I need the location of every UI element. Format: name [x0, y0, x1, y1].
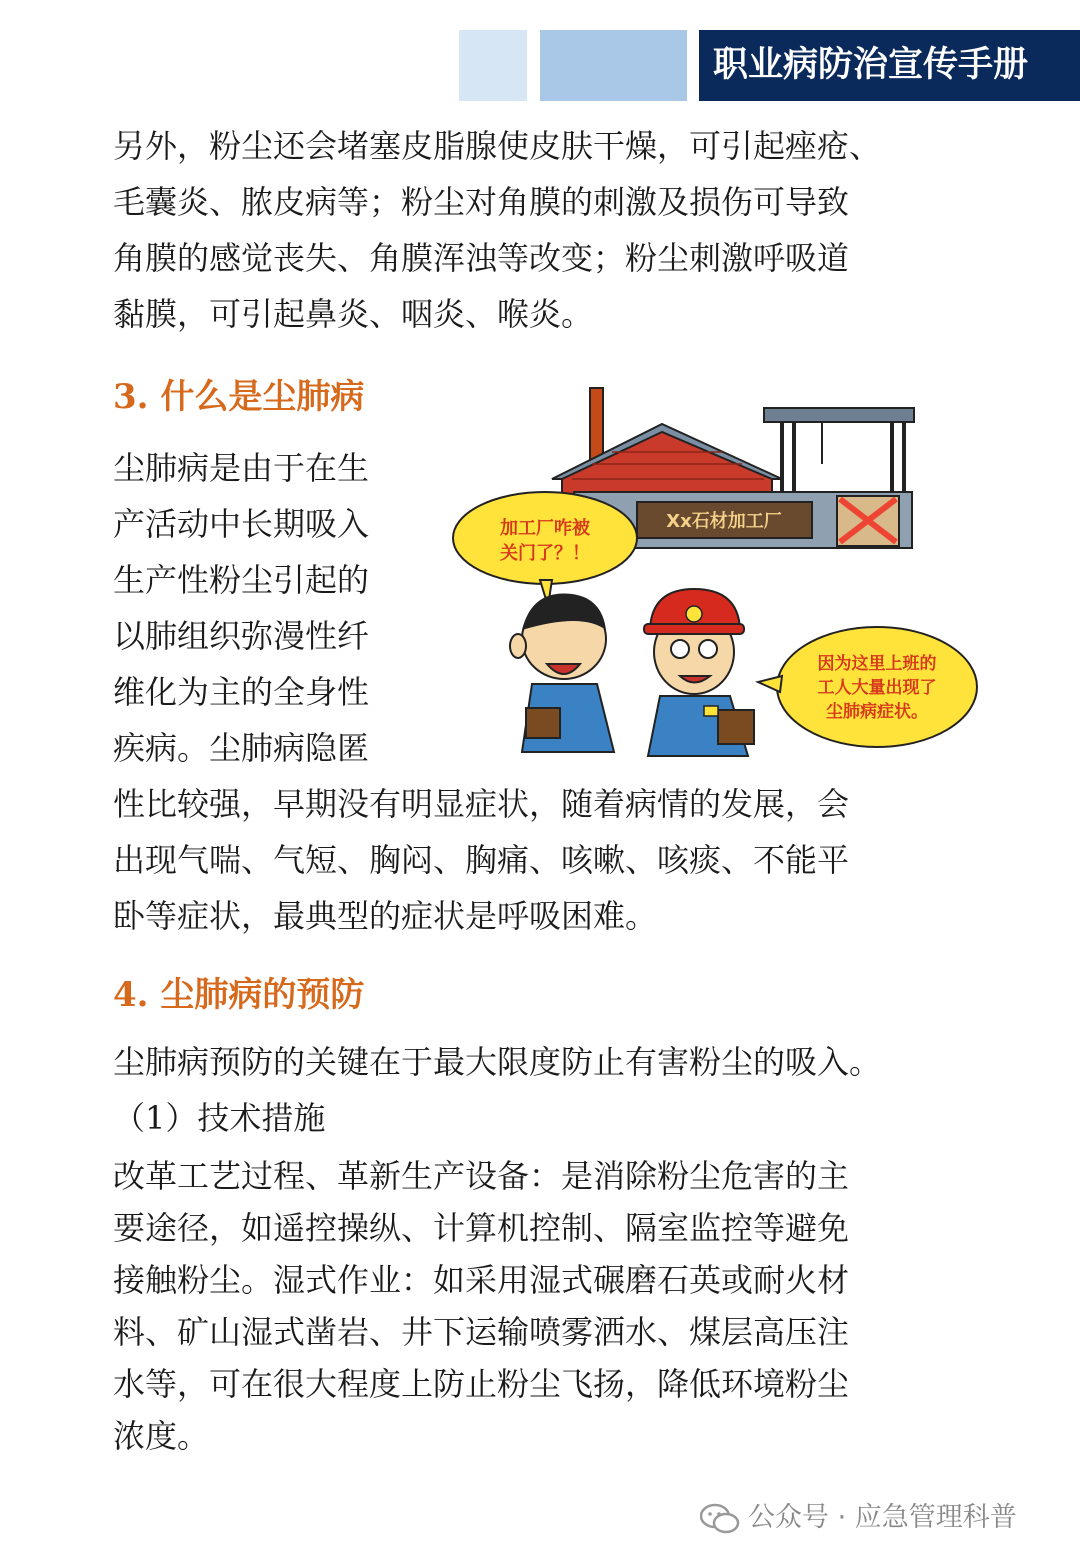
bubble-left-line1: 加工厂咋被: [500, 518, 590, 539]
section3-wide-line: 卧等症状，最典型的症状是呼吸困难。: [113, 897, 658, 935]
bubble-left-line2: 关门了？！: [500, 543, 590, 564]
section4-subheading: （1）技术措施: [113, 1099, 326, 1137]
section3-heading: 3. 什么是尘肺病: [113, 377, 365, 417]
section3-line: 以肺组织弥漫性纤: [113, 617, 370, 655]
section4-heading: 4. 尘肺病的预防: [113, 975, 365, 1015]
bubble-right-line3: 尘肺病症状。: [826, 702, 928, 722]
section4-body-paragraph: [113, 1150, 973, 1462]
worker-right-figure: [644, 589, 754, 756]
bubble-right-line1: 因为这里上班的: [817, 654, 937, 674]
intro-paragraph: [113, 118, 973, 342]
footer-text: 公众号 · 应急管理科普: [748, 1502, 1017, 1533]
section4-body-line: 要途径，如遥控操纵、计算机控制、隔室监控等避免: [113, 1209, 850, 1247]
footer-watermark: [700, 1498, 1017, 1538]
section3-line: 尘肺病是由于在生: [113, 449, 370, 487]
section4-body-line: 料、矿山湿式凿岩、井下运输喷雾洒水、煤层高压注: [113, 1313, 850, 1351]
section3-line: 产活动中长期吸入: [113, 505, 370, 543]
section4-intro-line: 尘肺病预防的关键在于最大限度防止有害粉尘的吸入。: [113, 1043, 882, 1081]
section3-narrow-paragraph: [113, 440, 433, 776]
section3-wide-line: 出现气喘、气短、胸闷、胸痛、咳嗽、咳痰、不能平: [113, 841, 850, 879]
factory-sign-text: Xx石材加工厂: [666, 511, 782, 532]
section3-line: 疾病。尘肺病隐匿: [113, 729, 370, 767]
section3-wide-paragraph: [113, 776, 973, 944]
wechat-icon: [700, 1502, 740, 1536]
section4-body-line: 改革工艺过程、革新生产设备：是消除粉尘危害的主: [113, 1157, 850, 1195]
section4-body-line: 接触粉尘。湿式作业：如采用湿式碾磨石英或耐火材: [113, 1261, 850, 1299]
section4-body-line: 浓度。: [113, 1417, 210, 1455]
intro-line: 毛囊炎、脓皮病等；粉尘对角膜的刺激及损伤可导致: [113, 183, 850, 221]
intro-line: 角膜的感觉丧失、角膜浑浊等改变；粉尘刺激呼吸道: [113, 239, 850, 277]
header-decor-block-mid: [540, 30, 687, 101]
intro-line: 黏膜，可引起鼻炎、咽炎、喉炎。: [113, 295, 594, 333]
section3-line: 维化为主的全身性: [113, 673, 370, 711]
section4-intro: [113, 1034, 973, 1146]
factory-closure-illustration: [452, 384, 982, 764]
worker-left-figure: [510, 593, 614, 752]
bubble-right-line2: 工人大量出现了: [817, 678, 937, 698]
intro-line: 另外，粉尘还会堵塞皮脂腺使皮肤干燥，可引起痤疮、: [113, 127, 882, 165]
section3-line: 生产性粉尘引起的: [113, 561, 370, 599]
header-decor-block-light: [459, 30, 527, 101]
section4-body-line: 水等，可在很大程度上防止粉尘飞扬，降低环境粉尘: [113, 1365, 850, 1403]
section3-wide-line: 性比较强，早期没有明显症状，随着病情的发展，会: [113, 785, 850, 823]
header-title: 职业病防治宣传手册: [699, 30, 1080, 101]
